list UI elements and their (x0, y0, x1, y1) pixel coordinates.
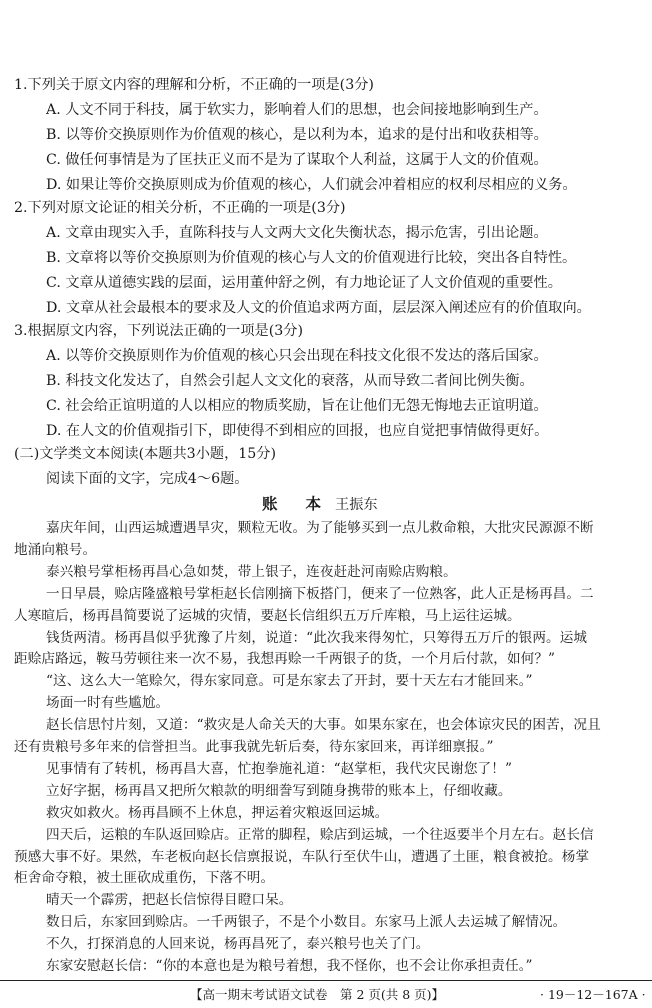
question-2-option-a: A. 文章由现实入手，直陈科技与人文两大文化失衡状态，揭示危害，引出论题。 (46, 225, 548, 241)
question-3-stem: 3.根据原文内容，下列说法正确的一项是(3分) (14, 323, 304, 339)
story-author: 王振东 (335, 497, 378, 513)
story-line: 晴天一个霹雳，把赵长信惊得目瞪口呆。 (46, 892, 293, 909)
story-line: 东家安慰赵长信：“你的本意也是为粮号着想，我不怪你，也不会让你承担责任。” (46, 958, 533, 974)
story-line: 地涌向粮号。 (14, 541, 97, 558)
section-instruction: 阅读下面的文字，完成4～6题。 (46, 471, 249, 487)
story-line: 一日早晨，赊店隆盛粮号掌柜赵长信刚摘下板搭门，便来了一位熟客，此人正是杨再昌。二 (46, 585, 594, 602)
section-heading: (二)文学类文本阅读(本题共3小题，15分) (14, 446, 277, 462)
story-line: 数日后，东家回到赊店。一千两银子，不是个小数目。东家马上派人去运城了解情况。 (46, 914, 567, 931)
story-line: 立好字据，杨再昌又把所欠粮款的明细誊写到随身携带的账本上，仔细收藏。 (46, 782, 512, 799)
question-1-option-d: D. 如果让等价交换原则成为价值观的核心，人们就会冲着相应的权利尽相应的义务。 (46, 177, 577, 193)
question-1-stem: 1.下列关于原文内容的理解和分析，不正确的一项是(3分) (14, 77, 374, 93)
story-line: 距赊店路远，鞍马劳顿往来一次不易，我想再赊一千两银子的货，一个月后付款，如何？” (14, 651, 556, 668)
question-3-option-d: D. 在人文的价值观指引下，即使得不到相应的回报，也应自觉把事情做得更好。 (46, 423, 549, 439)
question-2-option-d: D. 文章从社会最根本的要求及人文的价值追求两方面，层层深入阐述应有的价值取向。 (46, 300, 591, 316)
story-line: 钱货两清。杨再昌似乎犹豫了片刻，说道：“此次我来得匆忙，只筹得五万斤的银两。运城 (46, 629, 588, 646)
story-line: 不久，打探消息的人回来说，杨再昌死了，泰兴粮号也关了门。 (46, 936, 430, 953)
story-line: 四天后，运粮的车队返回赊店。正常的脚程，赊店到运城，一个往返要半个月左右。赵长信 (46, 826, 594, 843)
story-title-char-2: 本 (305, 494, 322, 513)
story-title-char-1: 账 (262, 494, 278, 513)
story-line: 场面一时有些尴尬。 (46, 695, 170, 712)
question-3-option-b: B. 科技文化发达了，自然会引起人文文化的衰落，从而导致二者间比例失衡。 (46, 373, 534, 389)
story-line: 人寒暄后，杨再昌简要说了运城的灾情，要赵长信组织五万斤库粮，马上运往运城。 (14, 607, 521, 624)
story-line: 见事情有了转机，杨再昌大喜，忙抱拳施礼道：“赵掌柜，我代灾民谢您了！” (46, 760, 512, 777)
story-line: 预感大事不好。果然，车老板向赵长信禀报说，车队行至伏牛山，遭遇了土匪，粮食被抢。杨掌 (14, 848, 590, 865)
story-line: 救灾如救火。杨再昌顾不上休息，押运着灾粮返回运城。 (46, 804, 389, 821)
question-3-option-c: C. 社会给正谊明道的人以相应的物质奖励，旨在让他们无怨无悔地去正谊明道。 (46, 398, 548, 414)
question-1-option-a: A. 人文不同于科技，属于软实力，影响着人们的思想，也会间接地影响到生产。 (46, 102, 548, 118)
story-title (262, 494, 378, 515)
question-1-option-b: B. 以等价交换原则作为价值观的核心，是以利为本，追求的是付出和收获相等。 (46, 127, 548, 143)
question-2-option-b: B. 文章将以等价交换原则为价值观的核心与人文的价值观进行比较，突出各自特性。 (46, 250, 577, 266)
story-line: 泰兴粮号掌柜杨再昌心急如焚，带上银子，连夜赶赴河南赊店购粮。 (46, 563, 457, 580)
story-line: 赵长信思忖片刻，又道：“救灾是人命关天的大事。如果东家在，也会体谅灾民的困苦，况且 (46, 717, 601, 734)
question-1-option-c: C. 做任何事情是为了匡扶正义而不是为了谋取个人利益，这属于人文的价值观。 (46, 152, 548, 168)
story-line: 柜舍命夺粮，被土匪砍成重伤，下落不明。 (14, 870, 275, 887)
footer-divider (0, 980, 652, 981)
question-2-option-c: C. 文章从道德实践的层面，运用董仲舒之例，有力地论证了人文价值观的重要性。 (46, 275, 562, 291)
footer-page-info: 【高一期末考试语文试卷 第 2 页(共 8 页)】 (190, 987, 445, 1002)
question-2-stem: 2.下列对原文论证的相关分析，不正确的一项是(3分) (14, 200, 346, 216)
story-line: 嘉庆年间，山西运城遭遇旱灾，颗粒无收。为了能够买到一点儿救命粮，大批灾民源源不断 (46, 520, 594, 536)
story-line: 还有贵粮号多年来的信誉担当。此事我就先斩后奏，待东家回来，再详细禀报。” (14, 739, 494, 755)
footer-code: · 19－12－167A · (540, 987, 646, 1002)
question-3-option-a: A. 以等价交换原则作为价值观的核心只会出现在科技文化很不发达的落后国家。 (46, 348, 548, 364)
story-line: “这、这么大一笔赊欠，得东家同意。可是东家去了开封，要十天左右才能回来。” (46, 673, 533, 690)
